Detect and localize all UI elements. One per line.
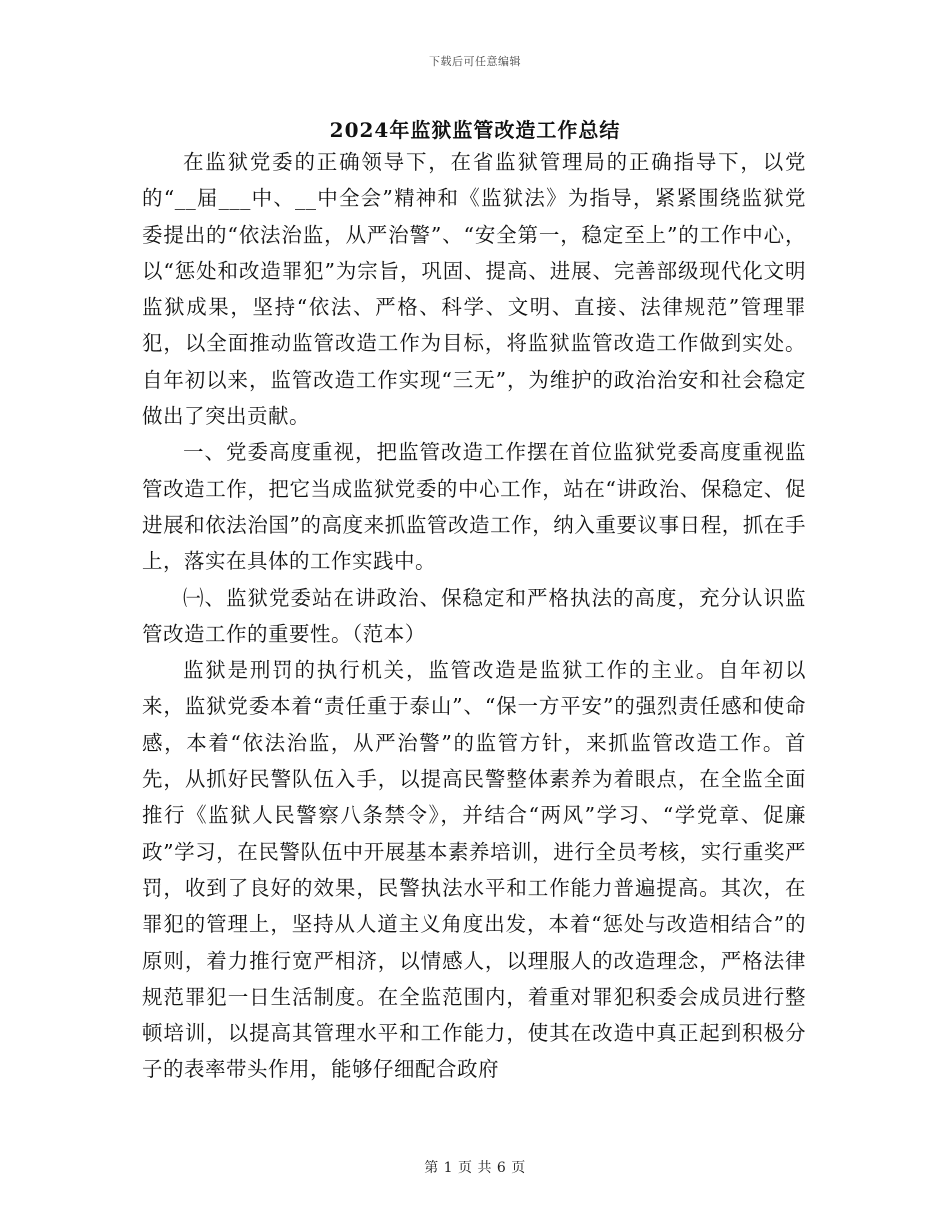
page-number-footer: 第 1 页 共 6 页 [424,1160,526,1176]
paragraph-subsection-1: ㈠、监狱党委站在讲政治、保稳定和严格执法的高度，充分认识监管改造工作的重要性。（范本） [142,585,806,646]
document-title: 2024年监狱监管改造工作总结 [329,118,621,142]
document-body [142,144,806,1088]
paragraph-section-1: 一、党委高度重视，把监管改造工作摆在首位监狱党委高度重视监管改造工作，把它当成监狱党委的中心工作，站在“讲政治、保稳定、促进展和依法治国”的高度来抓监管改造工作，纳入重要议事日程，抓在手上，落实在具体的工作实践中。 [142,440,806,574]
paragraph-body: 监狱是刑罚的执行机关，监管改造是监狱工作的主业。自年初以来，监狱党委本着“责任重于泰山”、“保一方平安”的强烈责任感和使命感，本着“依法治监，从严治警”的监管方针，来抓监管改造工作。首先，从抓好民警队伍入手，以提高民警整体素养为着眼点，在全监全面推行《监狱人民警察八条禁令》，并结合“两风”学习、“学党章、促廉政”学习，在民警队伍中开展基本素养培训，进行全员考核，实行重奖严罚，收到了良好的效果，民警执法水平和工作能力普遍提高。其次，在罪犯的管理上，坚持从人道主义角度出发，本着“惩处与改造相结合”的原则，着力推行宽严相济，以情感人，以理服人的改造理念，严格法律规范罪犯一日生活制度。在全监范围内，着重对罪犯积委会成员进行整顿培训，以提高其管理水平和工作能力，使其在改造中真正起到积极分子的表率带头作用，能够仔细配合政府 [142,658,806,1082]
paragraph-intro: 在监狱党委的正确领导下，在省监狱管理局的正确指导下，以党的“__届___中、__中全会”精神和《监狱法》为指导，紧紧围绕监狱党委提出的“依法治监，从严治警”、“安全第一，稳定至上”的工作中心，以“惩处和改造罪犯”为宗旨，巩固、提高、进展、完善部级现代化文明监狱成果，坚持“依法、严格、科学、文明、直接、法律规范”管理罪犯，以全面推动监管改造工作为目标，将监狱监管改造工作做到实处。自年初以来，监管改造工作实现“三无”，为维护的政治治安和社会稳定做出了突出贡献。 [142,150,806,429]
page-header-note: 下载后可任意编辑 [429,55,521,68]
